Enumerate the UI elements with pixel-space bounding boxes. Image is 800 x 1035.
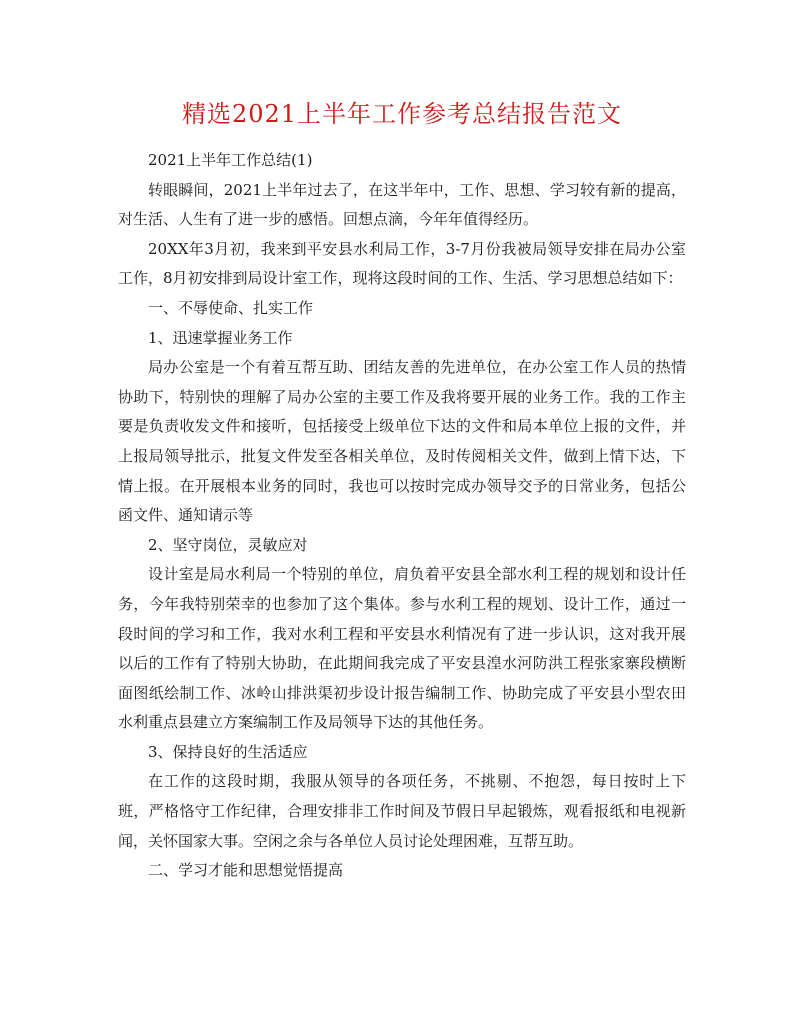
paragraph-intro: 转眼瞬间，2021上半年过去了，在这半年中，工作、思想、学习较有新的提高，对生活、人生有了进一步的感悟。回想点滴，今年年值得经历。 <box>118 180 686 229</box>
paragraph-office-work: 局办公室是一个有着互帮互助、团结友善的先进单位，在办公室工作人员的热情协助下，特别快的理解了局办公室的主要工作及我将要开展的业务工作。我的工作主要是负责收发文件和接听，包括接受上级单位下达的文件和局本单位上报的文件，并上报局领导批示，批复文件发至各相关单位，及时传阅相关文件，做到上情下达，下情上报。在开展根本业务的同时，我也可以按时完成办领导交予的日常业务，包括公函文件、通知请示等 <box>118 358 686 525</box>
subsection-heading-1: 1、迅速掌握业务工作 <box>148 328 293 347</box>
subsection-heading-3: 3、保持良好的生活适应 <box>148 742 308 761</box>
subsection-heading-2: 2、坚守岗位，灵敏应对 <box>148 535 308 554</box>
paragraph-design-work: 设计室是局水利局一个特别的单位，肩负着平安县全部水利工程的规划和设计任务，今年我特别荣幸的也参加了这个集体。参与水利工程的规划、设计工作，通过一段时间的学习和工作，我对水利工程和平安县水利情况有了进一步认识，这对我开展以后的工作有了特别大协助，在此期间我完成了平安县湟水河防洪工程张家寨段横断面图纸绘制工作、冰岭山排洪渠初步设计报告编制工作、协助完成了平安县小型农田水利重点县建立方案编制工作及局领导下达的其他任务。 <box>118 565 686 732</box>
document-page <box>118 96 686 886</box>
section-heading-1: 一、不辱使命、扎实工作 <box>148 298 314 317</box>
paragraph-daily-life: 在工作的这段时期，我服从领导的各项任务，不挑剔、不抱怨，每日按时上下班，严格恪守工作纪律，合理安排非工作时间及节假日早起锻炼，观看报纸和电视新闻，关怀国家大事。空闲之余与各单位人员讨论处理困难，互帮互助。 <box>118 772 686 850</box>
section-heading-2: 二、学习才能和思想觉悟提高 <box>148 861 344 880</box>
paragraph-background: 20XX年3月初，我来到平安县水利局工作，3-7月份我被局领导安排在局办公室工作，8月初安排到局设计室工作，现将这段时间的工作、生活、学习思想总结如下： <box>118 239 686 288</box>
document-title: 精选2021上半年工作参考总结报告范文 <box>181 100 623 128</box>
paragraph-subtitle: 2021上半年工作总结(1) <box>148 151 313 169</box>
